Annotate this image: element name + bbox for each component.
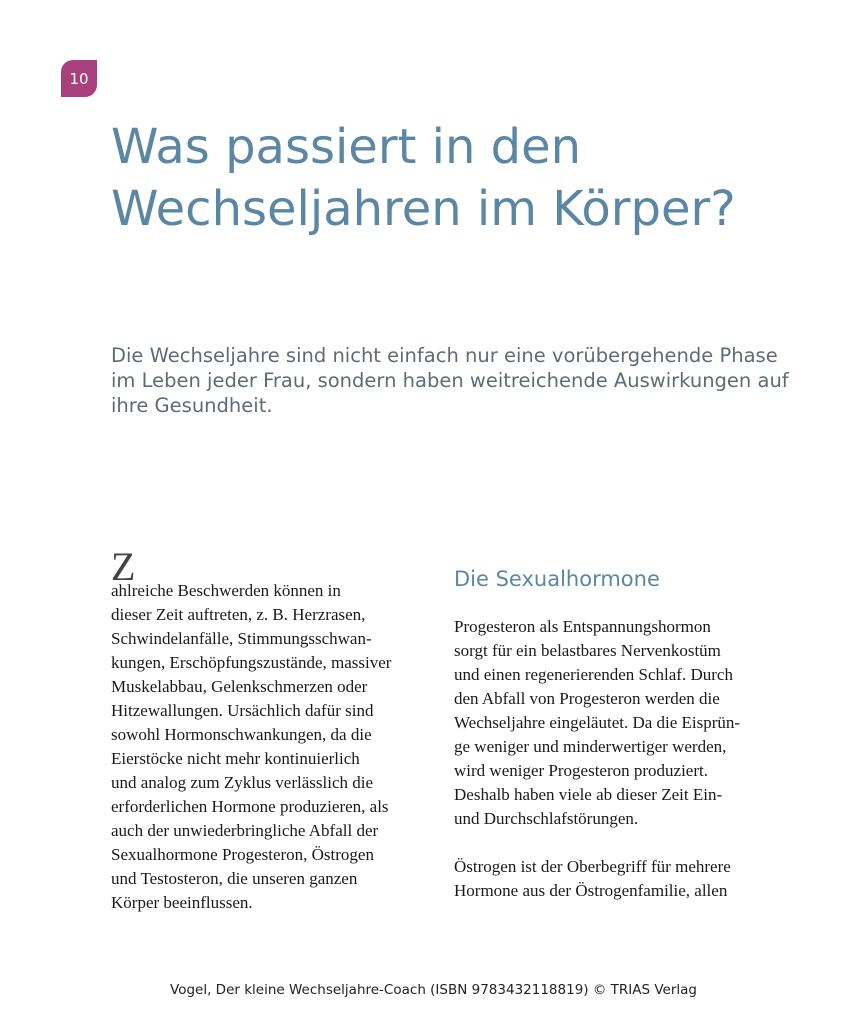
lead-line: ihre Gesundheit. [111,394,273,417]
section-heading: Die Sexualhormone [454,567,660,591]
body-line: den Abfall von Progesteron werden die [454,689,720,708]
body-line: Wechseljahre eingeläutet. Da die Eisprün- [454,713,741,732]
drop-cap: Z [111,544,136,589]
body-line: sorgt für ein belastbares Nervenkostüm [454,641,721,660]
lead-line: im Leben jeder Frau, sondern haben weitreichende Auswirkungen auf [111,369,789,392]
body-line: Progesteron als Entspannungshormon [454,617,711,636]
body-line: Deshalb haben viele ab dieser Zeit Ein- [454,785,723,804]
body-line: ge weniger und minderwertiger werden, [454,737,727,756]
body-line: und Testosteron, die unseren ganzen [111,869,358,888]
body-line: sowohl Hormonschwankungen, da die [111,725,372,744]
footer-citation: Vogel, Der kleine Wechseljahre-Coach (ISBN 9783432118819) © TRIAS Verlag [170,982,697,998]
body-line: und einen regenerierenden Schlaf. Durch [454,665,733,684]
body-line: wird weniger Progesteron produziert. [454,761,708,780]
body-line: auch der unwiederbringliche Abfall der [111,821,379,840]
right-column [454,555,784,903]
body-line: Hormone aus der Östrogenfamilie, allen [454,881,728,900]
page-number-badge [61,60,97,97]
title-line: Wechseljahren im Körper? [111,181,736,237]
body-line: Sexualhormone Progesteron, Östrogen [111,845,374,864]
body-line [111,544,431,603]
body-line: dieser Zeit auftreten, z. B. Herzrasen, [111,605,366,624]
body-line: Körper beeinflussen. [111,893,253,912]
lead-line: Die Wechseljahre sind nicht einfach nur eine vorübergehende Phase [111,344,778,367]
body-line: Eierstöcke nicht mehr kontinuierlich [111,749,360,768]
paragraph-gap [454,831,784,855]
page-title [111,116,831,240]
body-line: kungen, Erschöpfungszustände, massiver [111,653,392,672]
body-line: und Durchschlafstörungen. [454,809,639,828]
body-line: erforderlichen Hormone produzieren, als [111,797,389,816]
left-column [111,544,431,915]
body-line: Muskelabbau, Gelenkschmerzen oder [111,677,368,696]
lead-paragraph [111,343,791,418]
title-line: Was passiert in den [111,119,582,175]
body-line: und analog zum Zyklus verlässlich die [111,773,374,792]
body-line: Östrogen ist der Oberbegriff für mehrere [454,857,731,876]
body-text: ahlreiche Beschwerden können in [111,581,341,600]
body-line: Hitzewallungen. Ursächlich dafür sind [111,701,374,720]
page-number: 10 [69,69,89,88]
body-line: Schwindelanfälle, Stimmungsschwan- [111,629,372,648]
